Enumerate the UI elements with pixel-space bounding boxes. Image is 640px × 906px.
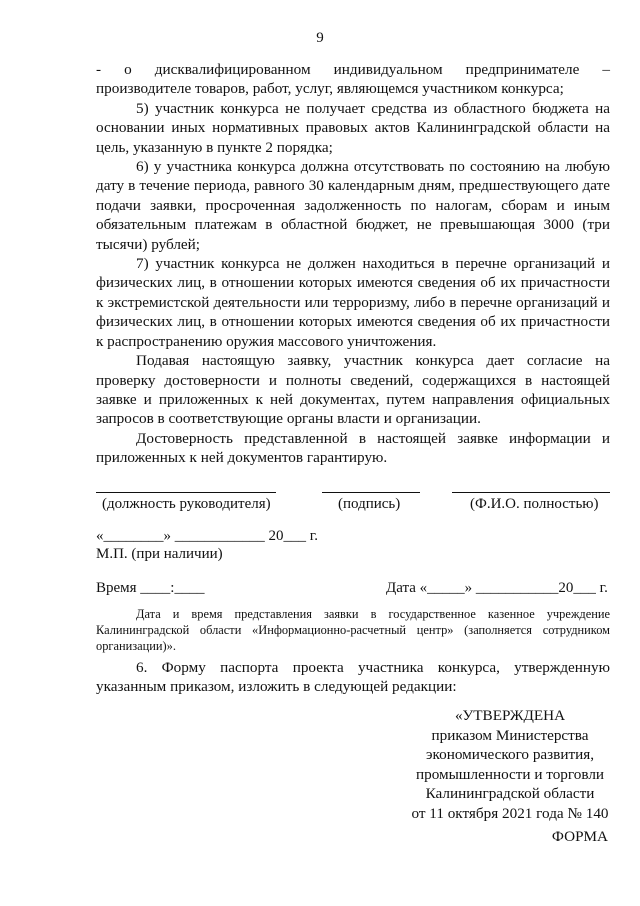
signature-block bbox=[96, 492, 610, 522]
signature-line bbox=[322, 492, 420, 493]
paragraph-item-6: 6) у участника конкурса должна отсутствовать по состоянию на любую дату в течение периода, равного 30 календарным дням, предшествующего дате подачи заявки, просроченная задолженность по налогам, сборам и иным обязательным платежам в областной бюджет, не превышающая 3000 (три тысячи) рублей; bbox=[96, 158, 610, 253]
paragraph-consent: Подавая настоящую заявку, участник конкурса дает согласие на проверку достоверности и полноты сведений, содержащихся в настоящей заявке и приложенных к ней документах, путем направления официальных запросов в соответствующие органы власти и организации. bbox=[96, 352, 610, 428]
signature-label: (подпись) bbox=[338, 496, 401, 512]
position-label: (должность руководителя) bbox=[102, 496, 271, 512]
paragraph-guarantee: Достоверность представленной в настоящей заявке информации и приложенных к ней документов гарантирую. bbox=[96, 429, 610, 467]
time-line: Время ____:____ bbox=[96, 580, 205, 596]
approved-line: экономического развития, bbox=[425, 746, 594, 764]
form-label: ФОРМА bbox=[551, 828, 608, 845]
paragraph-disqualified: - о дисквалифицированном индивидуальном предпринимателе – производителе товаров, работ, услуг, являющемся участником конкурса; bbox=[96, 61, 610, 98]
approved-line: промышленности и торговли bbox=[415, 765, 605, 783]
name-line bbox=[452, 492, 610, 493]
main-body bbox=[96, 60, 610, 468]
page-number: 9 bbox=[316, 30, 324, 46]
name-label: (Ф.И.О. полностью) bbox=[470, 496, 599, 512]
submission-note: Дата и время представления заявки в государственное казенное учреждение Калининградской области «Информационно-расчетный центр» (заполняется сотрудником организации)». bbox=[96, 607, 610, 653]
paragraph-item-6-form: 6. Форму паспорта проекта участника конкурса, утвержденную указанным приказом, изложить в следующей редакции: bbox=[96, 659, 610, 696]
approved-line: от 11 октября 2021 года № 140 bbox=[411, 804, 609, 822]
seal-line: М.П. (при наличии) bbox=[96, 546, 223, 562]
paragraph-item-7: 7) участник конкурса не должен находиться в перечне организаций и физических лиц, в отношении которых имеются сведения об их причастности к экстремистской деятельности или терроризму, либо в перечне организаций и физических лиц, в отношении которых имеются сведения об их причастности к распространению оружия массового уничтожения. bbox=[96, 255, 610, 350]
date-line: «________» ____________ 20___ г. bbox=[96, 528, 318, 544]
approved-line: «УТВЕРЖДЕНА bbox=[454, 707, 566, 724]
approved-line: приказом Министерства bbox=[431, 726, 589, 744]
position-line bbox=[96, 492, 276, 493]
approved-line: Калининградской области bbox=[425, 785, 595, 803]
approval-stamp bbox=[400, 706, 620, 824]
date-submit-line: Дата «_____» ___________20___ г. bbox=[386, 580, 608, 596]
paragraph-item-5: 5) участник конкурса не получает средства из областного бюджета на основании иных нормативных правовых актов Калининградской области на цель, указанную в пункте 2 порядка; bbox=[96, 99, 610, 156]
